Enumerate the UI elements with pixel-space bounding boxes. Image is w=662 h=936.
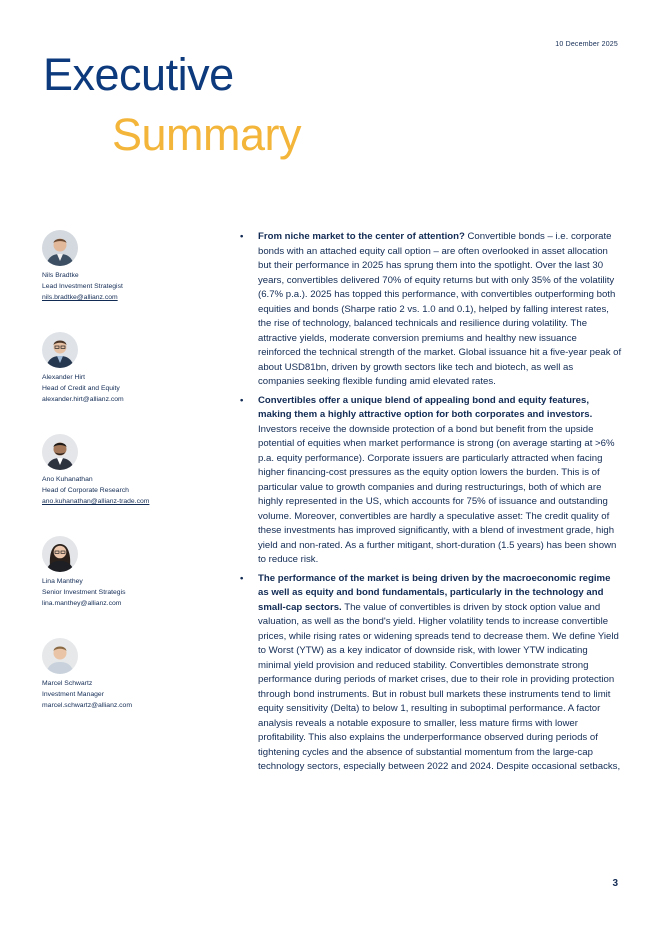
author-role: Investment Manager <box>42 691 104 698</box>
bullet-text: The value of convertibles is driven by stock option value and valuation, as well as the bond's yield. Higher volatility tends to increase convertible prices, while rising rates or widening spreads tend to decrease them. We define Yield to Worst (YTW) as a key indicator of downside risk, with lower YTW indicating minimal yield provision and reduced stability. Convertibles demonstrate strong performance during periods of market crises, due to their role in providing protection through bond instruments. But in robust bull markets these instruments tend to limit equity sensitivity (Delta) to below 1, resulting in suboptimal performance. A factor analysis reveals a notable exposure to smaller, less mature firms with lower profitability. This also explains the underperformance observed during periods of tightening cycles and the absence of substantial momentum from the large-cap technology sectors, especially between 2022 and 2024. Despite occasional setbacks, <box>258 601 621 772</box>
list-item <box>240 230 622 390</box>
author-email[interactable]: lina.manthey@allianz.com <box>42 600 122 607</box>
author-name: Nils Bradtke <box>42 272 79 279</box>
author-email-link[interactable]: ano.kuhanathan@allianz-trade.com <box>42 498 150 505</box>
author-photo <box>42 638 78 674</box>
bullet-icon: • <box>240 572 244 584</box>
page-title-line2: Summary <box>112 109 302 160</box>
bullet-heading: From niche market to the center of attention? <box>258 231 465 242</box>
author-role: Senior Investment Strategis <box>42 589 126 596</box>
page-title-line1: Executive <box>43 49 234 100</box>
author-photo <box>42 230 78 266</box>
summary-bullet-list <box>240 230 622 775</box>
bullet-heading: Convertibles offer a unique blend of appealing bond and equity features, making them a highly attractive option for both corporates and investors. <box>258 394 593 420</box>
bullet-heading: The performance of the market is being driven by the macroeconomic regime as well as equity and bond fundamentals, particularly in the technology and small-cap sectors. <box>258 572 611 613</box>
author-email-link[interactable]: nils.bradtke@allianz.com <box>42 294 118 301</box>
page-number: 3 <box>612 878 618 889</box>
report-date: 10 December 2025 <box>555 41 618 48</box>
author-photo <box>42 332 78 368</box>
bullet-text: Convertible bonds – i.e. corporate bonds with an attached equity call option – are often overlooked in asset allocation but their performance in 2025 has sprung them into the spotlight. Over the last 30 years, convertibles delivered 70% of equity returns but with only 35% of the volatility (6.7% p.a.). 2025 has topped this performance, with convertibles outperforming both equities and bonds (Sharpe ratio 2 vs. 1.0 and 0.1), helped by falling interest rates, the rise of technology, balanced technicals and resilience during volatility. The attractive yields, moderate conversion premiums and healthy new issuance reinforced the technical strength of the market. Global issuance hit a five-year peak of about USD81bn, driven by growth sectors like tech and biotech, as well as companies seeking flexible funding amid elevated rates. <box>258 231 622 387</box>
summary-body <box>240 230 622 779</box>
list-item <box>240 572 622 775</box>
author-name: Ano Kuhanathan <box>42 476 93 483</box>
author-name: Alexander Hirt <box>42 374 86 381</box>
bullet-text: Investors receive the downside protection of a bond but benefit from the upside potential of equities when market performance is strong (on average starting at >6% p.a. equity performance). Corporate issuers are particularly attracted when facing higher financing-cost pressures as the equity option lowers the burden. This is of particular value to growth companies and during restructurings, both of which are highly represented in the US, which accounts for 75% of issuance and outstanding volume. Moreover, convertibles are hardly a speculative asset: The credit quality of these investments has improved significantly, with a blend of investment grade, high yield and non-rated. As a further mitigant, short-duration (1.5 years) has been shown to reduce risk. <box>258 423 617 565</box>
author-role: Head of Credit and Equity <box>42 385 120 392</box>
author-email[interactable]: alexander.hirt@allianz.com <box>42 396 124 403</box>
author-photo <box>42 536 78 572</box>
author-name: Lina Manthey <box>42 578 83 585</box>
list-item <box>240 394 622 568</box>
author-card <box>42 536 212 609</box>
bullet-icon: • <box>240 231 244 242</box>
author-card <box>42 638 212 711</box>
author-role: Head of Corporate Research <box>42 487 129 494</box>
author-card <box>42 434 212 507</box>
author-email[interactable]: marcel.schwartz@allianz.com <box>42 702 132 709</box>
author-name: Marcel Schwartz <box>42 680 93 687</box>
author-card <box>42 332 212 405</box>
author-role: Lead Investment Strategist <box>42 283 123 290</box>
author-card <box>42 230 212 303</box>
bullet-icon: • <box>240 394 244 406</box>
author-photo <box>42 434 78 470</box>
